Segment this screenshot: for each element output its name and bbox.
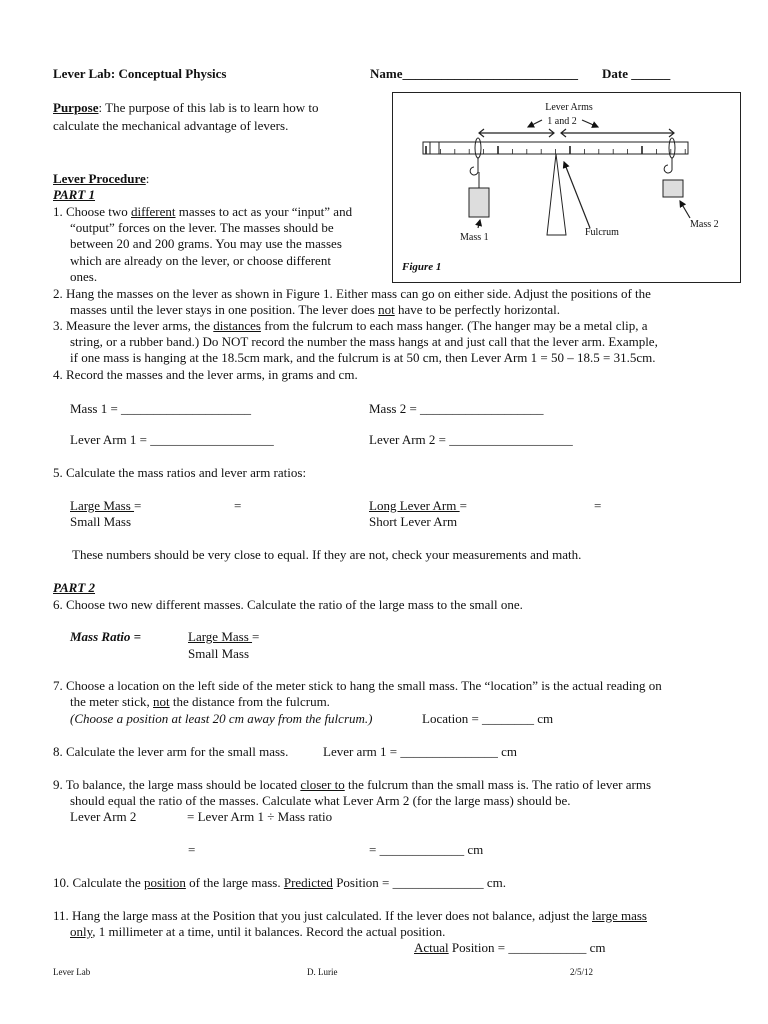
- step1-line: which are already on the lever, or choose different: [70, 253, 331, 268]
- lever-arm2-formula: = Lever Arm 1 ÷ Mass ratio: [187, 809, 333, 824]
- step5-note: These numbers should be very close to equal. If they are not, check your measurements and math.: [72, 547, 582, 562]
- t: Long Lever Arm: [369, 498, 460, 513]
- step11-line: [70, 924, 445, 940]
- fulcrum-label: Fulcrum: [585, 227, 619, 238]
- lever-arm2-result-field: = _____________ cm: [369, 842, 484, 857]
- step7-line: [70, 694, 330, 710]
- step8-line: 8. Calculate the lever arm for the small mass.: [53, 744, 289, 759]
- t: Position = ______________ cm.: [332, 875, 507, 890]
- small-mass-denominator: Small Mass: [70, 514, 132, 529]
- lever-arms-sub-label: 1 and 2: [547, 116, 577, 127]
- t: Large Mass: [188, 629, 253, 644]
- t: 11. Hang the large mass at the Position that you just calculated. If the lever does not balance, adjust the: [53, 908, 592, 923]
- t: not: [153, 694, 170, 709]
- large-mass-numerator: [70, 498, 141, 514]
- t: the meter stick,: [70, 694, 154, 709]
- t: =: [252, 629, 260, 644]
- footer-date: 2/5/12: [570, 967, 594, 977]
- t: masses to act as your “input” and: [175, 204, 353, 219]
- t: closer to: [300, 777, 345, 792]
- t: from the fulcrum to each mass hanger. (The hanger may be a metal clip, a: [260, 318, 648, 333]
- footer-author: D. Lurie: [307, 967, 338, 977]
- lever-arm-arrows: [478, 120, 690, 228]
- t: different: [131, 204, 176, 219]
- meter-stick: [423, 142, 688, 154]
- step1-line: between 20 and 200 grams. You may use the masses: [70, 236, 342, 251]
- step7-hint: (Choose a position at least 20 cm away from the fulcrum.): [70, 711, 373, 726]
- mass2-label: Mass 2: [690, 219, 719, 230]
- document-title: Lever Lab: Conceptual Physics: [53, 66, 227, 81]
- purpose-line-1: [53, 100, 319, 116]
- step2-line: [70, 302, 560, 318]
- t: not: [378, 302, 395, 317]
- mass-ratio-label: Mass Ratio =: [70, 629, 141, 644]
- t: Actual: [414, 940, 449, 955]
- step10-line: [53, 875, 506, 891]
- t: , 1 millimeter at a time, until it balances. Record the actual position.: [92, 924, 446, 939]
- step2-line: 2. Hang the masses on the lever as shown in Figure 1. Either mass can go on either side. Adjust the positions of the: [53, 286, 651, 301]
- ratio-denominator: Small Mass: [188, 646, 250, 661]
- lever-arm2-field: Lever Arm 2 = ___________________: [369, 432, 573, 447]
- t: the fulcrum than the small mass is. The ratio of lever arms: [344, 777, 652, 792]
- actual-position-field: [414, 940, 606, 956]
- step3-line: if one mass is hanging at the 18.5cm mark, and the fulcrum is at 50 cm, then Lever Arm 1 = 50 – 18.5 = 31.5cm.: [70, 350, 656, 365]
- part2-heading: PART 2: [53, 580, 96, 595]
- t: 3. Measure the lever arms, the: [53, 318, 214, 333]
- purpose-text: : The purpose of this lab is to learn how to: [98, 100, 319, 115]
- procedure-heading-text: Lever Procedure: [53, 171, 146, 186]
- lever-arm2-label: Lever Arm 2: [70, 809, 137, 824]
- t: Position = ____________ cm: [448, 940, 606, 955]
- step3-line: [53, 318, 648, 334]
- equals: =: [188, 842, 196, 857]
- t: 10. Calculate the: [53, 875, 144, 890]
- figure-caption: Figure 1: [402, 261, 442, 273]
- step7-line: 7. Choose a location on the left side of the meter stick to hang the small mass. The “location” is the actual reading on: [53, 678, 662, 693]
- mass1-label: Mass 1: [460, 232, 489, 243]
- t: Predicted: [283, 875, 333, 890]
- t: Large Mass: [70, 498, 135, 513]
- lever-arms-label: Lever Arms: [545, 102, 593, 113]
- t: only: [70, 924, 93, 939]
- part1-heading: PART 1: [53, 187, 96, 202]
- step1-line: [53, 204, 352, 220]
- location-field: Location = ________ cm: [422, 711, 554, 726]
- step5-line: 5. Calculate the mass ratios and lever arm ratios:: [53, 465, 307, 480]
- figure-1-lever-diagram: [392, 92, 741, 283]
- equals: =: [594, 498, 602, 513]
- t: of the large mass.: [185, 875, 284, 890]
- short-arm-denominator: Short Lever Arm: [369, 514, 458, 529]
- t: masses until the lever stays in one position. The lever does: [70, 302, 379, 317]
- step6-line: 6. Choose two new different masses. Calculate the ratio of the large mass to the small one.: [53, 597, 523, 612]
- procedure-heading: [53, 171, 149, 187]
- t: =: [134, 498, 142, 513]
- step9-line: should equal the ratio of the masses. Calculate what Lever Arm 2 (for the large mass) should be.: [70, 793, 571, 808]
- colon: :: [145, 171, 150, 186]
- step3-line: string, or a rubber band.) Do NOT record the number the mass hangs at and just call that the lever arm. Example,: [70, 334, 658, 349]
- t: the distance from the fulcrum.: [169, 694, 330, 709]
- purpose-label: Purpose: [53, 100, 99, 115]
- lever-arm1-field: Lever Arm 1 = ___________________: [70, 432, 274, 447]
- name-field: Name___________________________: [370, 66, 578, 81]
- t: have to be perfectly horizontal.: [394, 302, 561, 317]
- step4-line: 4. Record the masses and the lever arms, in grams and cm.: [53, 367, 358, 382]
- long-arm-numerator: [369, 498, 467, 514]
- mass1-field: Mass 1 = ____________________: [70, 401, 252, 416]
- footer-left: Lever Lab: [53, 967, 91, 977]
- date-field: Date ______: [602, 66, 671, 81]
- mass2-field: Mass 2 = ___________________: [369, 401, 544, 416]
- t: =: [459, 498, 467, 513]
- t: distances: [213, 318, 261, 333]
- t: 1. Choose two: [53, 204, 131, 219]
- lever-arm1-calc-field: Lever arm 1 = _______________ cm: [323, 744, 517, 759]
- t: large mass: [592, 908, 647, 923]
- ratio-numerator: [188, 629, 259, 645]
- t: position: [143, 875, 186, 890]
- step1-line: “output” forces on the lever. The masses should be: [70, 220, 334, 235]
- step9-line: [53, 777, 651, 793]
- t: 9. To balance, the large mass should be located: [53, 777, 301, 792]
- step1-line: ones.: [70, 269, 98, 284]
- equals: =: [234, 498, 242, 513]
- step11-line: [53, 908, 647, 924]
- fulcrum-triangle: [547, 154, 566, 235]
- purpose-line-2: calculate the mechanical advantage of levers.: [53, 118, 289, 133]
